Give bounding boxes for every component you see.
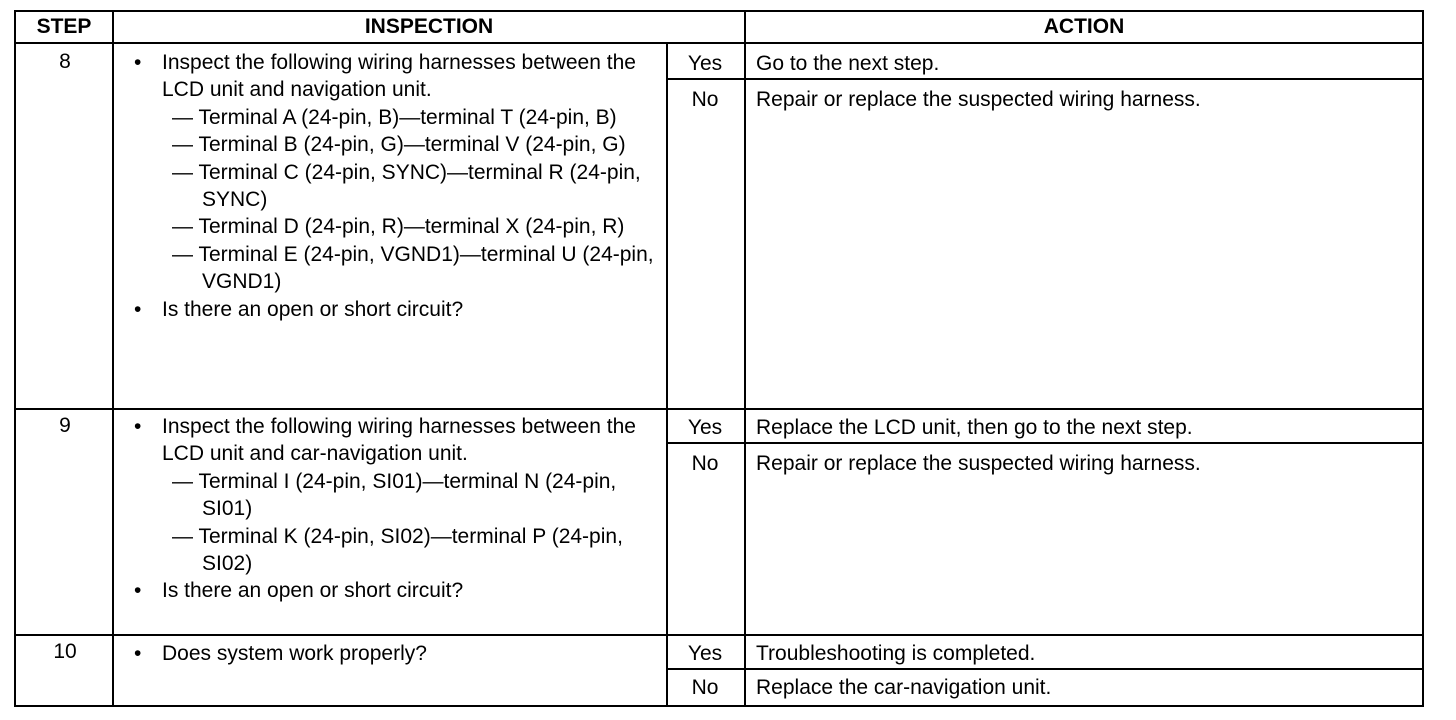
header-step: STEP <box>36 15 92 38</box>
yes-label: Yes <box>687 416 723 439</box>
step-number: 8 <box>59 50 71 73</box>
no-label: No <box>691 452 719 475</box>
terminal-item: — Terminal D (24-pin, R)—terminal X (24-pin, R) <box>172 215 625 239</box>
inspection-intro: Inspect the following wiring harnesses between the LCD unit and navigation unit. <box>162 51 636 102</box>
step-inspection <box>124 640 664 667</box>
step-number: 9 <box>59 414 71 437</box>
row-divider <box>666 78 1422 80</box>
no-action: Replace the car-navigation unit. <box>756 676 1052 699</box>
column-divider <box>744 12 746 705</box>
no-label: No <box>691 88 719 111</box>
terminal-item: — Terminal I (24-pin, SI01)—terminal N (24-pin, SI01) <box>172 469 617 521</box>
no-action: Repair or replace the suspected wiring harness. <box>756 88 1201 111</box>
no-label: No <box>691 676 719 699</box>
bullet-icon: • <box>134 415 142 438</box>
yes-label: Yes <box>687 642 723 665</box>
bullet-icon: • <box>134 579 142 603</box>
bullet-icon: • <box>134 51 142 74</box>
yes-action: Go to the next step. <box>756 52 940 75</box>
step-inspection <box>124 49 664 323</box>
yes-label: Yes <box>687 52 723 75</box>
yes-action: Replace the LCD unit, then go to the next step. <box>756 416 1193 439</box>
terminal-item: — Terminal E (24-pin, VGND1)—terminal U (24-pin, VGND1) <box>172 242 654 294</box>
inspection-question: Is there an open or short circuit? <box>162 297 464 321</box>
troubleshooting-table <box>14 10 1424 707</box>
step-number: 10 <box>53 640 77 663</box>
step-inspection <box>124 413 664 605</box>
no-action: Repair or replace the suspected wiring harness. <box>756 452 1201 475</box>
row-divider <box>666 668 1422 670</box>
step-divider <box>16 408 1422 410</box>
header-divider <box>16 42 1422 44</box>
inspection-question: Is there an open or short circuit? <box>162 579 464 603</box>
row-divider <box>666 442 1422 444</box>
column-divider <box>666 42 668 705</box>
terminal-item: — Terminal B (24-pin, G)—terminal V (24-pin, G) <box>172 133 626 157</box>
header-inspection: INSPECTION <box>364 15 494 38</box>
bullet-icon: • <box>134 297 142 321</box>
terminal-item: — Terminal K (24-pin, SI02)—terminal P (24-pin, SI02) <box>172 524 623 576</box>
terminal-item: — Terminal A (24-pin, B)—terminal T (24-pin, B) <box>172 105 617 129</box>
step-divider <box>16 634 1422 636</box>
inspection-intro: Does system work properly? <box>162 642 427 665</box>
column-divider <box>112 12 114 705</box>
yes-action: Troubleshooting is completed. <box>756 642 1036 665</box>
terminal-item: — Terminal C (24-pin, SYNC)—terminal R (24-pin, SYNC) <box>172 160 641 212</box>
header-action: ACTION <box>1043 15 1125 38</box>
inspection-intro: Inspect the following wiring harnesses between the LCD unit and car-navigation unit. <box>162 415 636 466</box>
bullet-icon: • <box>134 642 142 665</box>
